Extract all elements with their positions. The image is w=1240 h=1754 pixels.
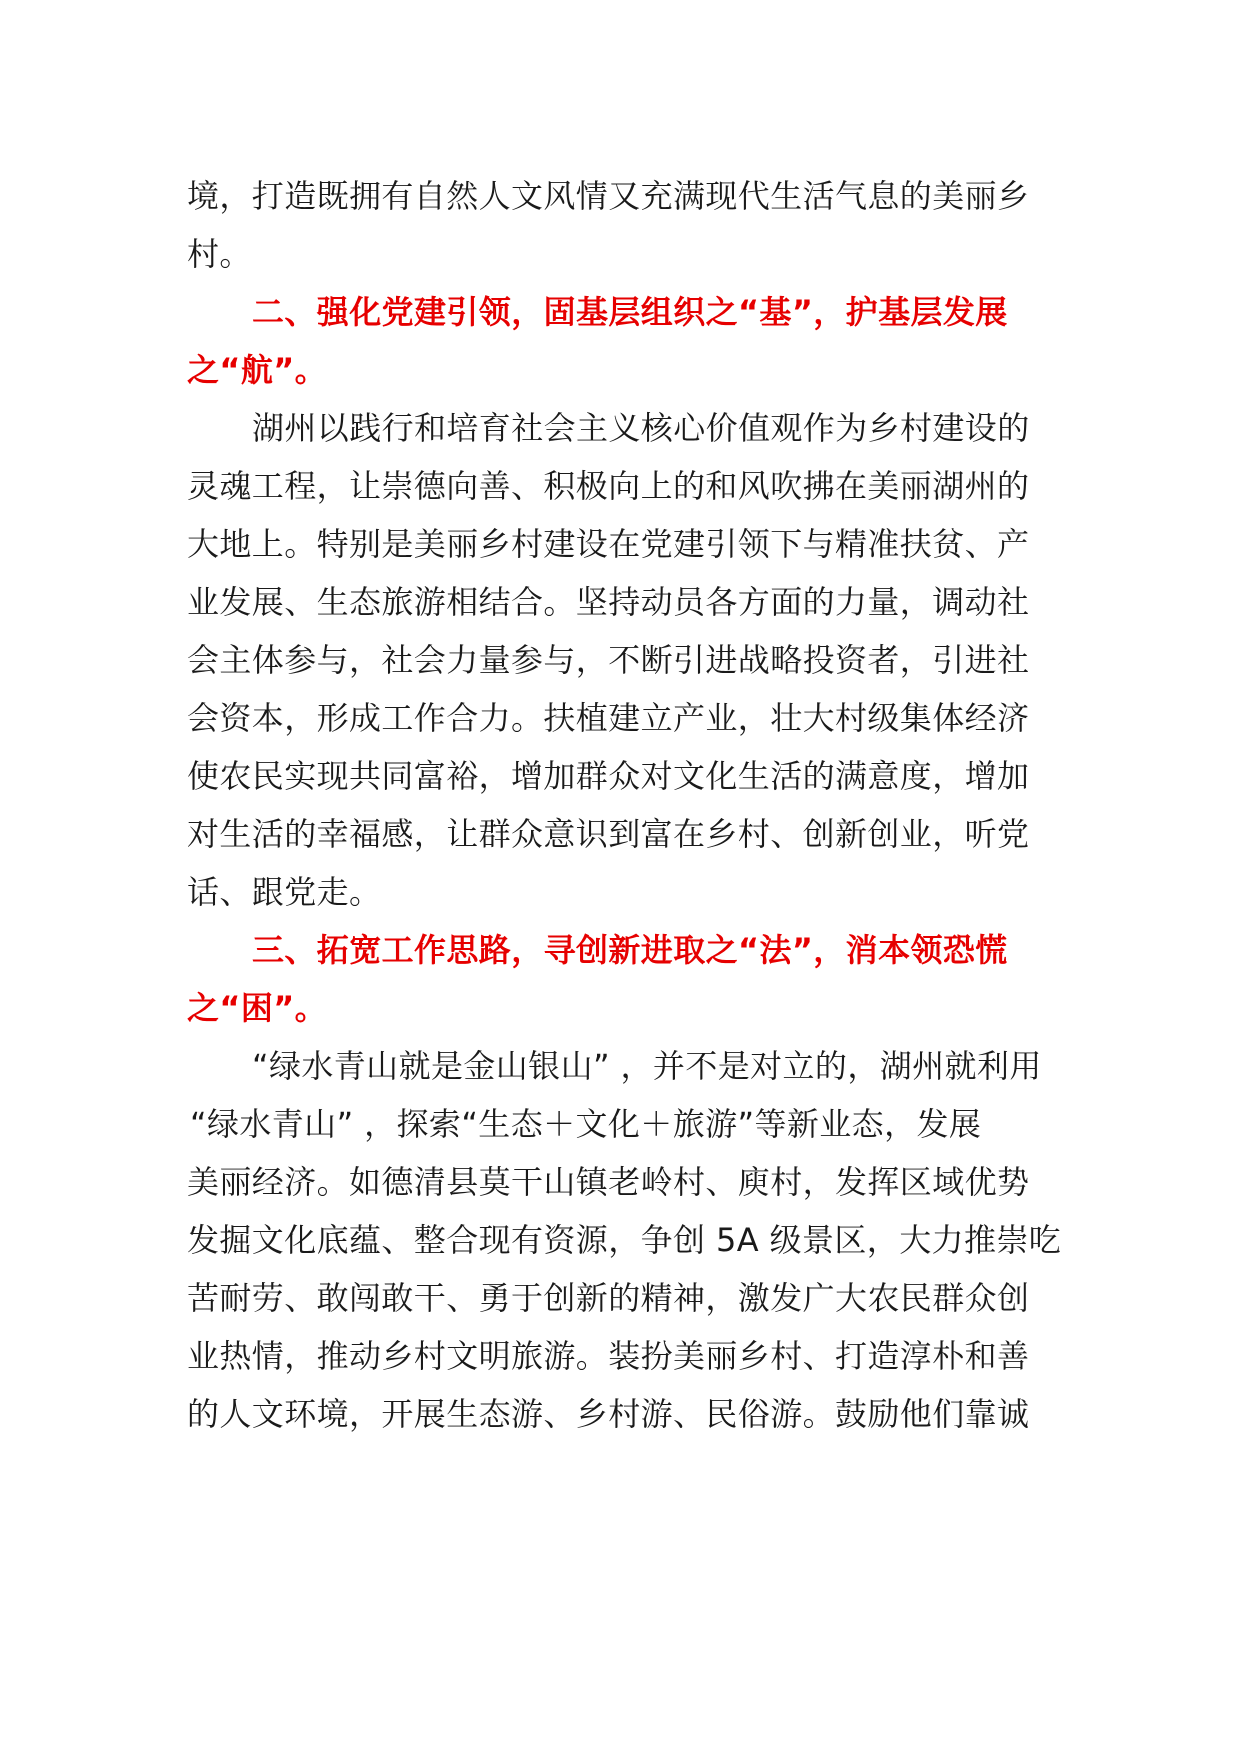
section-heading-3: 三、拓宽工作思路，寻创新进取之“法”，消本领恐慌 <box>252 931 1008 969</box>
section-heading-3-continued: 之“困”。 <box>187 989 328 1027</box>
paragraph-line: “绿水青山” ，探索“生态＋文化＋旅游”等新业态，发展 <box>190 1105 982 1143</box>
paragraph-line: 苦耐劳、敢闯敢干、勇于创新的精神，激发广大农民群众创 <box>187 1279 1030 1317</box>
paragraph-line: 村。 <box>187 235 252 273</box>
paragraph-line: 美丽经济。如德清县莫干山镇老岭村、庾村，发挥区域优势 <box>187 1163 1030 1201</box>
paragraph-line: 灵魂工程，让崇德向善、积极向上的和风吹拂在美丽湖州的 <box>187 467 1030 505</box>
paragraph-line: 业热情，推动乡村文明旅游。装扮美丽乡村、打造淳朴和善 <box>187 1337 1030 1375</box>
section-heading-2: 二、强化党建引领，固基层组织之“基”，护基层发展 <box>252 293 1008 331</box>
paragraph-line: 会资本，形成工作合力。扶植建立产业，壮大村级集体经济 <box>187 699 1030 737</box>
paragraph-line: 会主体参与，社会力量参与，不断引进战略投资者，引进社 <box>187 641 1030 679</box>
paragraph-line: 的人文环境，开展生态游、乡村游、民俗游。鼓励他们靠诚 <box>187 1395 1030 1433</box>
paragraph-line: 使农民实现共同富裕，增加群众对文化生活的满意度，增加 <box>187 757 1030 795</box>
paragraph-line: 境，打造既拥有自然人文风情又充满现代生活气息的美丽乡 <box>187 177 1030 215</box>
paragraph-line: 湖州以践行和培育社会主义核心价值观作为乡村建设的 <box>252 409 1030 447</box>
paragraph-line: 业发展、生态旅游相结合。坚持动员各方面的力量，调动社 <box>187 583 1030 621</box>
paragraph-line: 对生活的幸福感，让群众意识到富在乡村、创新创业，听党 <box>187 815 1030 853</box>
section-heading-2-continued: 之“航”。 <box>187 351 328 389</box>
paragraph-line: 发掘文化底蕴、整合现有资源，争创 5A 级景区，大力推崇吃 <box>187 1221 1062 1259</box>
paragraph-line: 话、跟党走。 <box>187 873 382 911</box>
paragraph-line: 大地上。特别是美丽乡村建设在党建引领下与精准扶贫、产 <box>187 525 1030 563</box>
paragraph-line: “绿水青山就是金山银山” ，并不是对立的，湖州就利用 <box>252 1047 1042 1085</box>
